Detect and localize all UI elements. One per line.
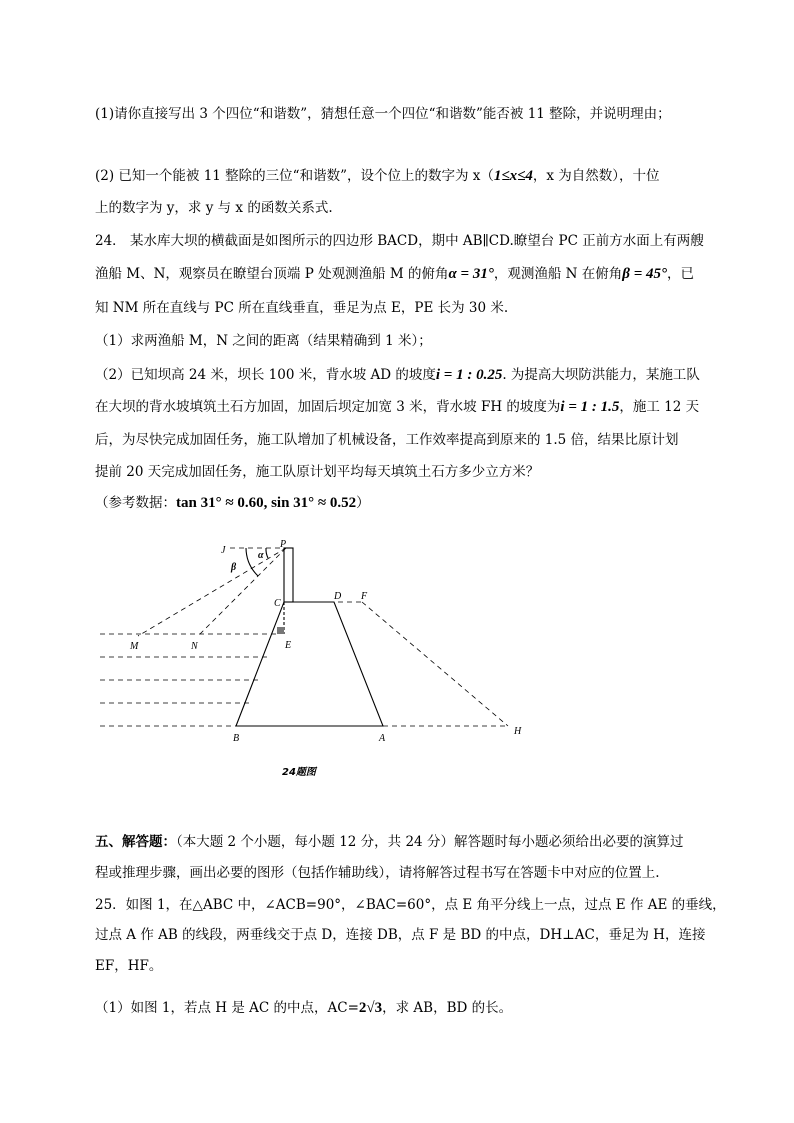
label-E: E bbox=[285, 640, 292, 651]
figure-24-dam-diagram bbox=[0, 530, 794, 790]
q25-ac-value: 2√3 bbox=[358, 1000, 383, 1016]
q24-reference-data bbox=[95, 494, 370, 512]
ref-a: （参考数据： bbox=[95, 495, 176, 511]
section5-intro: （本大题 2 个小题，每小题 12 分，共 24 分）解答题时每小题必须给出必要的演算过 bbox=[176, 834, 684, 850]
water-lines bbox=[100, 548, 508, 726]
ref-b: ） bbox=[356, 495, 370, 511]
dam-trapezoid bbox=[236, 602, 383, 726]
q25-line3: EF，HF。 bbox=[95, 958, 163, 974]
label-N: N bbox=[191, 641, 198, 652]
label-F: F bbox=[361, 591, 368, 602]
label-beta: β bbox=[231, 562, 237, 573]
figure-caption: 24题图 bbox=[282, 767, 316, 778]
section5-line2: 程或推理步骤，画出必要的图形（包括作辅助线），请将解答过程书写在答题卡中对应的位置上. bbox=[95, 865, 660, 881]
label-alpha: α bbox=[258, 550, 264, 561]
q25-sub1-a: （1）如图 1，若点 H 是 AC 的中点，AC= bbox=[95, 1000, 359, 1016]
q24-sub2-a: （2）已知坝高 24 米，坝长 100 米，背水坡 AD 的坡度 bbox=[95, 367, 436, 383]
label-H: H bbox=[514, 726, 522, 737]
q24-sub1: （1）求两渔船 M，N 之间的距离（结果精确到 1 米）； bbox=[95, 333, 432, 349]
q24-sub2-l2a: 在大坝的背水坡填筑土石方加固，加固后坝定加宽 3 米，背水坡 FH 的坡度为 bbox=[95, 399, 561, 415]
right-angle-mark bbox=[277, 627, 284, 634]
q24-line2 bbox=[95, 265, 694, 283]
sight-line-PN bbox=[198, 548, 286, 636]
q24-line2-b: ，观测渔船 N 在俯角 bbox=[493, 266, 623, 282]
label-C: C bbox=[274, 598, 281, 609]
q24-sub2-l2b: ，施工 12 天 bbox=[619, 399, 700, 415]
q25-line1: 25．如图 1，在△ABC 中，∠ACB=90°，∠BAC=60°，点 E 角平分线上一点，过点 E 作 AE 的垂线， bbox=[95, 897, 726, 913]
label-A: A bbox=[379, 733, 386, 744]
section5-line1 bbox=[95, 833, 683, 851]
q24-line3: 知 NM 所在直线与 PC 所在直线垂直，垂足为点 E，PE 长为 30 米. bbox=[95, 300, 509, 316]
label-J: J bbox=[221, 545, 226, 556]
label-B: B bbox=[233, 733, 240, 744]
q24-line1: 24． 某水库大坝的横截面是如图所示的四边形 BACD，期中 AB∥CD.瞭望台 PC 正前方水面上有两艘 bbox=[95, 233, 704, 249]
label-D: D bbox=[334, 591, 342, 602]
alpha-arc bbox=[266, 548, 268, 558]
ref-math: tan 31° ≈ 0.60, sin 31° ≈ 0.52 bbox=[176, 495, 357, 511]
label-M: M bbox=[130, 641, 139, 652]
q23-part2-text-b: ，x 为自然数），十位 bbox=[532, 168, 660, 184]
q23-part2-line1 bbox=[95, 167, 660, 185]
slope-1: i = 1 : 0.25 bbox=[435, 367, 503, 383]
label-P: P bbox=[280, 539, 287, 550]
q25-line2: 过点 A 作 AB 的线段，两垂线交于点 D，连接 DB，点 F 是 BD 的中点，DH⊥AC，垂足为 H，连接 bbox=[95, 927, 706, 943]
q24-line2-c: ，已 bbox=[667, 266, 694, 282]
dam-shape bbox=[236, 548, 383, 726]
q23-part2-text-a: (2) 已知一个能被 11 整除的三位“和谐数”，设个位上的数字为 x（ bbox=[95, 168, 494, 184]
q23-part1: (1)请你直接写出 3 个四位“和谐数”，猜想任意一个四位“和谐数”能否被 11 整除，并说明理由； bbox=[95, 106, 671, 122]
q24-sub2-line4: 提前 20 天完成加固任务，施工队原计划平均每天填筑土石方多少立方米？ bbox=[95, 464, 540, 480]
q24-sub2-line2 bbox=[95, 398, 699, 416]
sight-line-PM bbox=[138, 548, 286, 636]
watchtower-PC bbox=[284, 548, 293, 602]
slope-2: i = 1 : 1.5 bbox=[560, 399, 620, 415]
slope-FH bbox=[362, 602, 508, 726]
section5-heading: 五、解答题： bbox=[95, 834, 176, 850]
q25-sub1-b: ，求 AB，BD 的长。 bbox=[382, 1000, 513, 1016]
q24-sub2-line1 bbox=[95, 366, 700, 384]
beta-equation: β = 45° bbox=[622, 266, 667, 282]
q24-line2-a: 渔船 M、N，观察员在瞭望台顶端 P 处观测渔船 M 的俯角 bbox=[95, 266, 449, 282]
q23-x-range: 1≤x≤4 bbox=[493, 168, 533, 184]
beta-arc bbox=[246, 548, 258, 576]
alpha-equation: α = 31° bbox=[448, 266, 494, 282]
q24-sub2-b: . 为提高大坝防洪能力，某施工队 bbox=[502, 367, 700, 383]
q23-part2-line2: 上的数字为 y，求 y 与 x 的函数关系式. bbox=[95, 200, 333, 216]
q25-sub1 bbox=[95, 999, 512, 1017]
q24-sub2-line3: 后，为尽快完成加固任务，施工队增加了机械设备，工作效率提高到原来的 1.5 倍，结果比原计划 bbox=[95, 432, 679, 448]
